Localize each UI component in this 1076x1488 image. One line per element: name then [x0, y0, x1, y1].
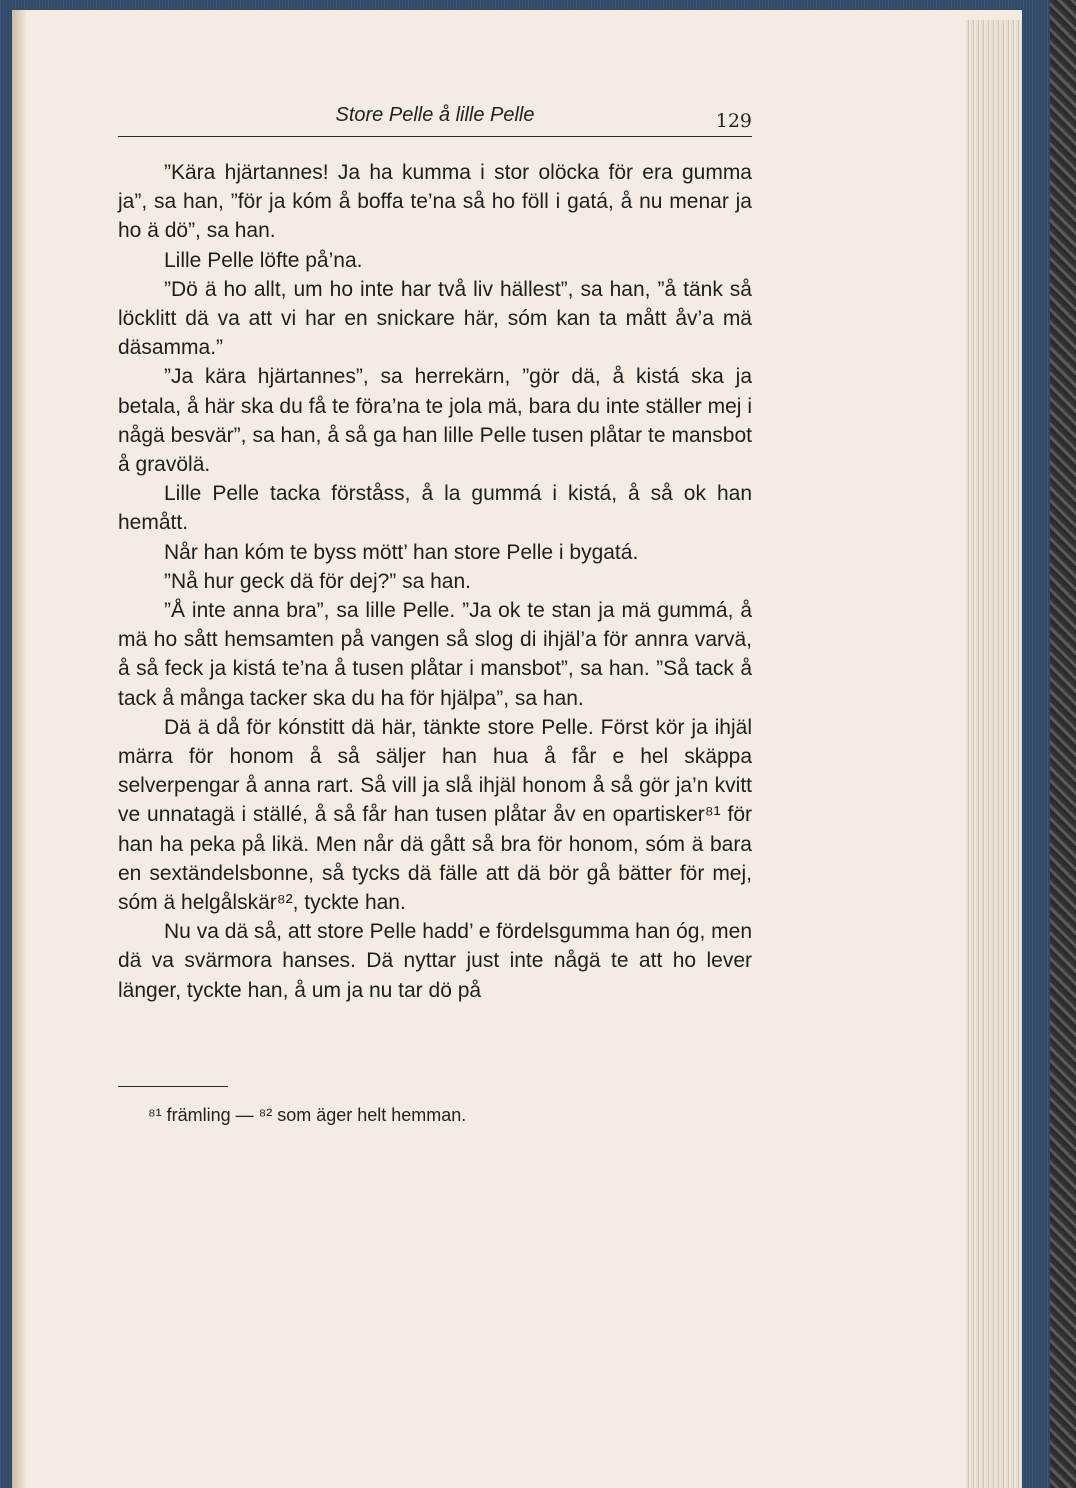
page-number: 129	[715, 110, 752, 132]
paragraph: Når han kóm te byss mött’ han store Pelle i bygatá.	[164, 540, 639, 564]
footnote-rule	[118, 1086, 228, 1087]
running-title: Store Pelle å lille Pelle	[335, 104, 535, 126]
running-header	[118, 100, 752, 137]
paragraph: Nu va dä så, att store Pelle hadd’ e fördelsgumma han óg, men dä va svärmora hanses. Dä nyttar just inte någä te att ho lever länger, tyckte han, å um ja nu tar dö på	[118, 920, 752, 1002]
paragraph: ”Dö ä ho allt, um ho inte har två liv hällest”, sa han, ”å tänk så löcklitt dä va att vi har en snickare här, sóm kan ta mått åv’a mä däsamma.”	[118, 277, 752, 360]
body-text	[118, 158, 752, 1005]
paragraph: Lille Pelle tacka förståss, å la gummá i kistá, å så ok han hemått.	[118, 482, 752, 535]
paragraph: ”Kära hjärtannes! Ja ha kumma i stor olöcka för era gumma ja”, sa han, ”för ja kóm å boffa te’na så ho föll i gatá, å nu menar ja ho ä dö”, sa han.	[118, 161, 752, 243]
page-gutter	[12, 10, 26, 1488]
paragraph: ”Nå hur geck dä för dej?” sa han.	[164, 569, 472, 593]
paragraph: ”Ja kära hjärtannes”, sa herrekärn, ”gör dä, å kistá ska ja betala, å här ska du få te föra’na te jola mä, bara du inte ställer mej i någä besvär”, sa han, å så ga han lille Pelle tusen plåtar te mansbot å gravölä.	[118, 365, 752, 477]
footnotes: ⁸¹ främling — ⁸² som äger helt hemman.	[148, 1105, 467, 1125]
page-edges	[966, 20, 1022, 1488]
paragraph: Dä ä då för kónstitt dä här, tänkte store Pelle. Först kör ja ihjäl märra för honom å så säljer han hua å får e hel skäppa selverpengar å anna rart. Så vill ja slå ihjäl honom å så gör ja’n kvitt ve unnatagä i ställé, å så får han tusen plåtar åv en opartisker⁸¹ för han ha peka på likä. Men når dä gått så bra för honom, sóm ä bara en sextändelsbonne, så tycks dä fälle att dä bör gå bätter för mej, sóm ä helgålskär⁸², tyckte han.	[118, 715, 752, 915]
paragraph: Lille Pelle löfte på’na.	[164, 248, 363, 272]
paragraph: ”Å inte anna bra”, sa lille Pelle. ”Ja ok te stan ja mä gummá, å mä ho sått hemsamten på vangen så slog di ihjäl’a för annra varvä, å så feck ja kistá te’na å tusen plåtar i mansbot”, sa han. ”Så tack å tack å många tacker ska du ha för hjälpa”, sa han.	[118, 599, 752, 710]
